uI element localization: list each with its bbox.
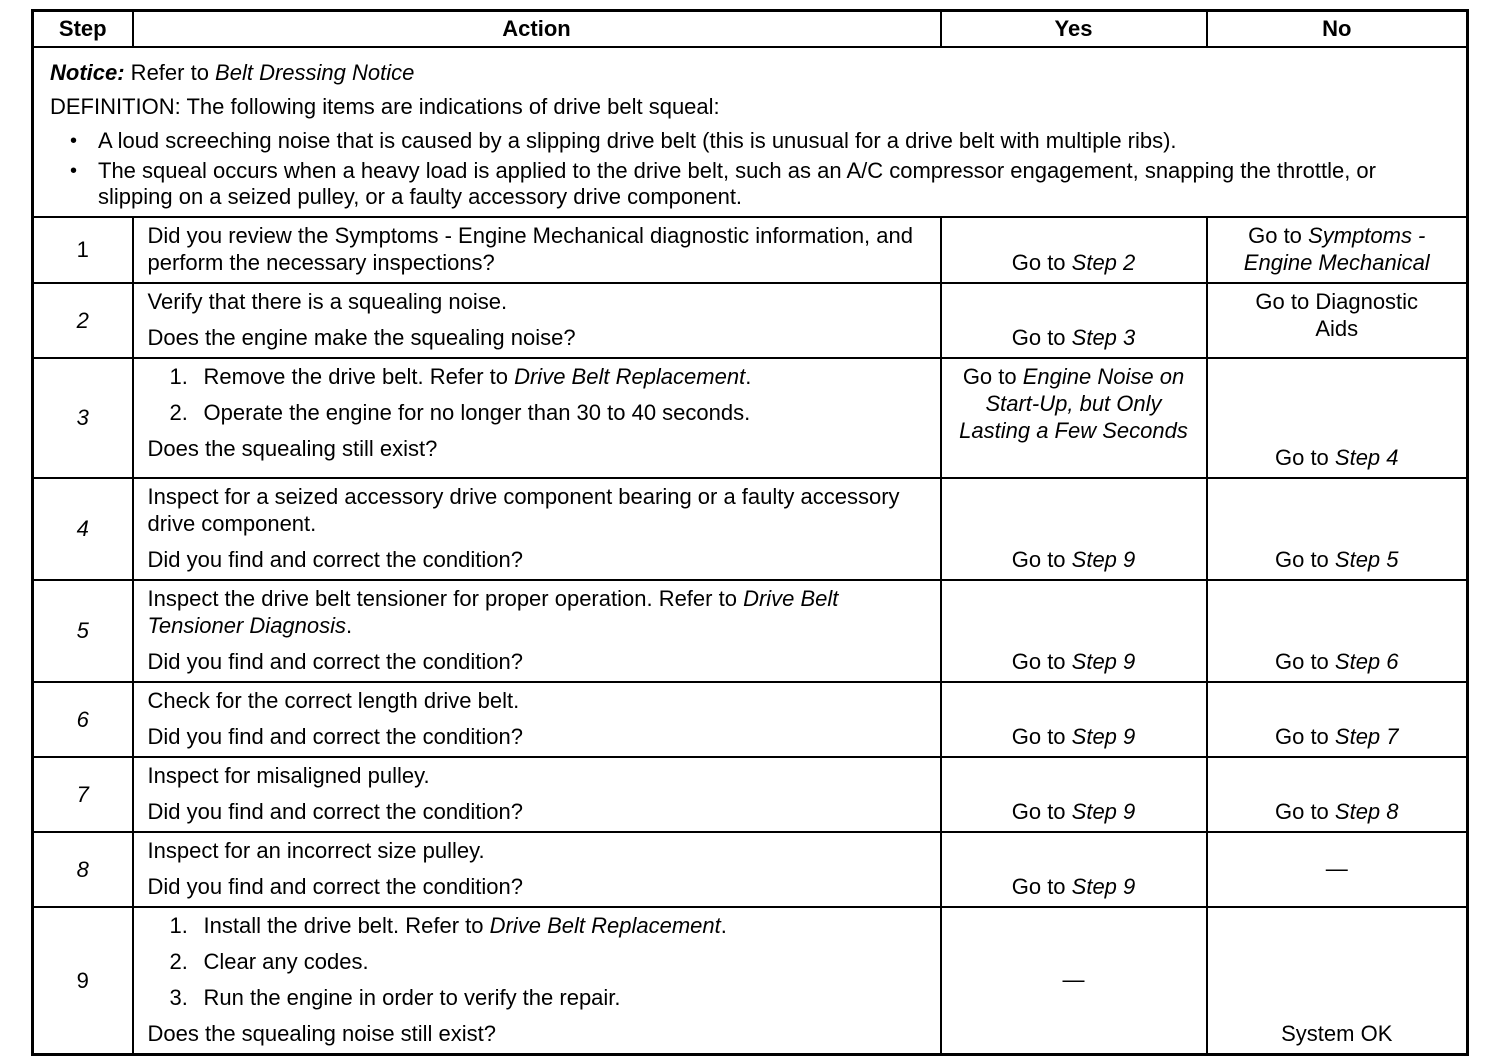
yes-prefix: Go to	[1011, 799, 1072, 824]
question-text: Did you find and correct the condition?	[147, 649, 523, 674]
step-row-4	[33, 478, 1468, 580]
system-ok-text: System OK	[1207, 907, 1468, 1055]
action-text: Check for the correct length drive belt.	[147, 688, 520, 713]
item-number: 1.	[169, 364, 188, 389]
action-cell	[133, 283, 941, 358]
header-yes: Yes	[941, 11, 1207, 48]
item-text: Remove the drive belt. Refer to	[203, 364, 515, 389]
bullet-text: A loud screeching noise that is caused by a slipping drive belt (this is unusual for a drive belt with multiple ribs).	[98, 128, 1177, 153]
header-row	[33, 11, 1468, 48]
bullet-icon: •	[70, 130, 78, 152]
diagnostic-table	[31, 9, 1469, 1056]
yes-prefix: Go to	[962, 364, 1023, 389]
item-suffix: .	[745, 364, 752, 389]
yes-prefix: Go to	[1011, 547, 1072, 572]
header-step: Step	[33, 11, 133, 48]
action-cell	[133, 832, 941, 907]
step-number: 2	[33, 283, 133, 358]
step-row-6	[33, 682, 1468, 757]
no-prefix: Go to	[1274, 649, 1335, 674]
drive-belt-replacement-link[interactable]: Drive Belt Replacement	[514, 364, 746, 389]
no-prefix: Go to	[1274, 445, 1335, 470]
go-to-step-5-link[interactable]: Step 5	[1334, 547, 1399, 572]
no-cell	[1207, 478, 1468, 580]
notice-line	[50, 56, 1450, 90]
no-cell	[1207, 358, 1468, 478]
no-cell	[1207, 580, 1468, 682]
yes-cell	[941, 832, 1207, 907]
step-row-8	[33, 832, 1468, 907]
numbered-item	[170, 399, 928, 426]
no-cell	[1207, 757, 1468, 832]
yes-cell	[941, 682, 1207, 757]
step-row-5	[33, 580, 1468, 682]
go-to-step-9-link[interactable]: Step 9	[1071, 874, 1136, 899]
go-to-step-9-link[interactable]: Step 9	[1071, 724, 1136, 749]
go-to-step-9-link[interactable]: Step 9	[1071, 799, 1136, 824]
notice-row	[33, 47, 1468, 217]
step-number: 8	[33, 832, 133, 907]
step-row-9	[33, 907, 1468, 1055]
numbered-item	[170, 363, 928, 390]
yes-cell	[941, 580, 1207, 682]
step-row-7	[33, 757, 1468, 832]
action-cell	[133, 478, 941, 580]
engine-noise-start-up-link[interactable]: Engine Noise on Start-Up, but Only Lasting a Few Seconds	[959, 364, 1188, 443]
question-text: Did you find and correct the condition?	[147, 724, 523, 749]
go-to-step-8-link[interactable]: Step 8	[1334, 799, 1399, 824]
bullet-text: The squeal occurs when a heavy load is applied to the drive belt, such as an A/C compressor engagement, snapping the throttle, or slipping on a seized pulley, or a faulty accessory drive component.	[98, 158, 1376, 209]
step-row-1	[33, 217, 1468, 283]
action-text: Inspect for a seized accessory drive component bearing or a faulty accessory drive component.	[147, 484, 900, 536]
header-no: No	[1207, 11, 1468, 48]
item-text: Run the engine in order to verify the repair.	[203, 985, 621, 1010]
no-cell	[1207, 682, 1468, 757]
step-number: 1	[33, 217, 133, 283]
action-suffix: .	[346, 613, 353, 638]
yes-cell	[941, 757, 1207, 832]
item-number: 1.	[169, 913, 188, 938]
bullet-item	[70, 158, 1450, 210]
yes-prefix: Go to	[1011, 325, 1072, 350]
numbered-item	[170, 912, 928, 939]
no-cell-dash: —	[1207, 832, 1468, 907]
item-text: Clear any codes.	[203, 949, 369, 974]
bullet-item	[70, 128, 1450, 154]
action-text: Inspect for an incorrect size pulley.	[147, 838, 485, 863]
drive-belt-replacement-link[interactable]: Drive Belt Replacement	[489, 913, 721, 938]
yes-prefix: Go to	[1011, 649, 1072, 674]
item-number: 2.	[169, 949, 188, 974]
notice-label: Notice:	[50, 60, 125, 85]
bullet-icon: •	[70, 160, 78, 182]
action-text	[148, 585, 928, 639]
yes-cell	[941, 478, 1207, 580]
yes-prefix: Go to	[1011, 724, 1072, 749]
action-text: Verify that there is a squealing noise.	[147, 289, 508, 314]
yes-cell	[941, 358, 1207, 478]
notice-cell	[33, 47, 1468, 217]
action-cell	[133, 580, 941, 682]
no-prefix: Go to	[1274, 724, 1335, 749]
numbered-item	[170, 948, 928, 975]
question-text: Does the squealing still exist?	[147, 436, 438, 461]
step-number: 4	[33, 478, 133, 580]
no-prefix: Go to	[1248, 223, 1309, 248]
question-text: Does the squealing noise still exist?	[147, 1021, 497, 1046]
action-cell	[133, 757, 941, 832]
diagnostic-aids-link[interactable]: Go to Diagnostic Aids	[1207, 283, 1468, 358]
go-to-step-9-link[interactable]: Step 9	[1071, 547, 1136, 572]
go-to-step-9-link[interactable]: Step 9	[1071, 649, 1136, 674]
item-number: 3.	[169, 985, 188, 1010]
yes-cell-dash: —	[941, 907, 1207, 1055]
question-text: Did you find and correct the condition?	[147, 799, 523, 824]
action-cell	[133, 907, 941, 1055]
go-to-step-6-link[interactable]: Step 6	[1334, 649, 1399, 674]
item-number: 2.	[169, 400, 188, 425]
yes-prefix: Go to	[1011, 250, 1072, 275]
step-number: 3	[33, 358, 133, 478]
action-cell	[133, 682, 941, 757]
item-suffix: .	[720, 913, 727, 938]
no-prefix: Go to	[1274, 799, 1335, 824]
question-text: Does the engine make the squealing noise?	[147, 325, 576, 350]
numbered-item	[170, 984, 928, 1011]
question-text: Did you find and correct the condition?	[147, 547, 523, 572]
action-text: Inspect for misaligned pulley.	[147, 763, 430, 788]
action-cell	[133, 217, 941, 283]
notice-text: Refer to	[124, 60, 216, 85]
no-prefix: Go to	[1274, 547, 1335, 572]
definition-text: DEFINITION: The following items are indications of drive belt squeal:	[50, 94, 720, 119]
symptoms-engine-mechanical-link[interactable]: Symptoms - Engine Mechanical	[1243, 223, 1430, 275]
no-cell	[1207, 217, 1468, 283]
drive-belt-tensioner-diagnosis-link[interactable]: Drive Belt Tensioner Diagnosis	[147, 586, 839, 638]
action-prefix: Inspect the drive belt tensioner for proper operation. Refer to	[147, 586, 744, 611]
step-row-3	[33, 358, 1468, 478]
step-number: 7	[33, 757, 133, 832]
header-action: Action	[133, 11, 941, 48]
go-to-step-3-link[interactable]: Step 3	[1071, 325, 1136, 350]
item-text: Install the drive belt. Refer to	[203, 913, 490, 938]
action-cell	[133, 358, 941, 478]
yes-prefix: Go to	[1011, 874, 1072, 899]
question-text: Did you find and correct the condition?	[147, 874, 523, 899]
step-row-2	[33, 283, 1468, 358]
yes-cell	[941, 217, 1207, 283]
go-to-step-4-link[interactable]: Step 4	[1334, 445, 1399, 470]
item-text: Operate the engine for no longer than 30 to 40 seconds.	[203, 400, 751, 425]
yes-cell	[941, 283, 1207, 358]
go-to-step-2-link[interactable]: Step 2	[1071, 250, 1136, 275]
belt-dressing-notice-link[interactable]: Belt Dressing Notice	[215, 60, 415, 85]
step-number: 5	[33, 580, 133, 682]
step-number: 6	[33, 682, 133, 757]
action-text: Did you review the Symptoms - Engine Mechanical diagnostic information, and perform the necessary inspections?	[147, 223, 913, 275]
step-number: 9	[33, 907, 133, 1055]
go-to-step-7-link[interactable]: Step 7	[1334, 724, 1399, 749]
